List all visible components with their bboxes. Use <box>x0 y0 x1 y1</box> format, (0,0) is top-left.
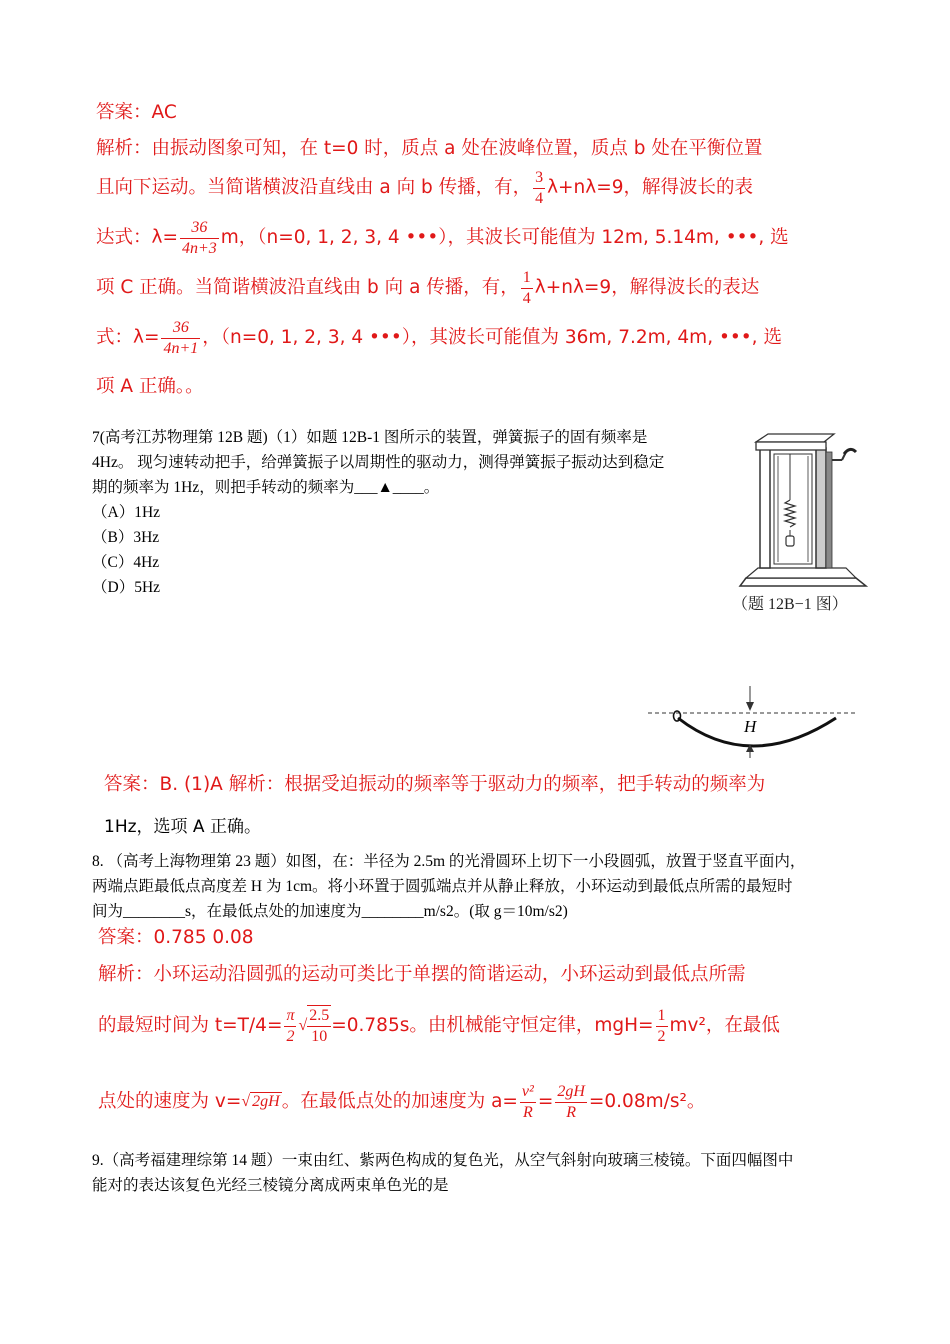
q6-answer: 答案：AC <box>96 102 177 123</box>
q7-option-a: （A）1Hz <box>92 504 161 521</box>
answer-blank-2: ________ <box>361 903 424 920</box>
answer-blank-1: ________ <box>123 903 186 920</box>
q8-stem-line3: 间为________s，在最低点处的加速度为________m/s2。(取 g＝10m/s2) <box>92 903 568 920</box>
q8-stem-line1: 8. （高考上海物理第 23 题）如图，在：半径为 2.5m 的光滑圆环上切下一小段圆弧，放置于竖直平面内， <box>92 853 806 870</box>
q6-analysis-line1: 解析：由振动图象可知，在 t=0 时，质点 a 处在波峰位置，质点 b 处在平衡位置 <box>96 138 763 159</box>
fraction-1-2: $\frac{1}{2}$ <box>657 1006 666 1045</box>
fraction-2gH-R: $\frac{2gH}{R}$ <box>557 1082 585 1121</box>
fraction-36-4n3: $\frac{36}{4n+3}$ <box>181 218 217 257</box>
sqrt-2gH: √ 2gH <box>241 1093 280 1110</box>
q6-analysis-line5: 式：λ= $\frac{36}{4n+1}$ ，（n=0, 1, 2, 3, 4 •••），其波长可能值为 36m, 7.2m, 4m, •••, 选 <box>96 318 782 357</box>
q8-answer: 答案：0.785 0.08 <box>98 927 254 948</box>
q7-stem-line1: 7(高考江苏物理第 12B 题)（1）如题 12B-1 图所示的装置，弹簧振子的固有频率是 <box>92 429 648 446</box>
figure-caption: （题 12B−1 图） <box>732 596 848 613</box>
q8-analysis-line3: 点处的速度为 v=√ 2gH 。在最低点处的加速度为 a= $\frac{\text{v²}}{R}$ = $\frac{2gH}{R}$ =0.08m/s²。 <box>98 1078 705 1126</box>
answer-blank: ___▲____ <box>354 479 424 496</box>
q7-answer-line2: 1Hz，选项 A 正确。 <box>104 817 261 837</box>
fraction-3-4: $\frac{3}{4}$ <box>535 168 544 207</box>
q7-option-c: （C）4Hz <box>92 554 160 571</box>
fraction-1-4: $\frac{1}{4}$ <box>522 268 531 307</box>
q7-answer-line1: 答案：B. (1)A 解析：根据受迫振动的频率等于驱动力的频率，把手转动的频率为 <box>104 774 766 795</box>
q7-stem-line2: 4Hz。 现匀速转动把手，给弹簧振子以周期性的驱动力，测得弹簧振子振动达到稳定 <box>92 454 665 471</box>
q8-analysis-line1: 解析：小环运动沿圆弧的运动可类比于单摆的简谐运动，小环运动到最低点所需 <box>98 964 746 985</box>
q9-stem-line2: 能对的表达该复色光经三棱镜分离成两束单色光的是 <box>92 1177 449 1194</box>
fraction-pi-2: $\frac{\pi}{2}$ <box>286 1006 295 1045</box>
spring-oscillator-apparatus-figure <box>738 430 868 590</box>
arc-height-label: H <box>744 717 757 736</box>
fraction-36-4n1: $\frac{36}{4n+1}$ <box>163 318 199 357</box>
sqrt-2.5-over-10: √ $\frac{2.5}{10}$ <box>298 1007 330 1046</box>
q8-stem-line2: 两端点距最低点高度差 H 为 1cm。将小环置于圆弧端点并从静止释放，小环运动到最低点所需的最短时 <box>92 878 793 895</box>
q7-stem-line3: 期的频率为 1Hz，则把手转动的频率为___▲____。 <box>92 479 440 496</box>
q6-analysis-line4: 项 C 正确。当简谐横波沿直线由 b 向 a 传播，有， $\frac{1}{4}$ λ+nλ=9，解得波长的表达 <box>96 268 760 307</box>
q7-option-d: （D）5Hz <box>92 579 161 596</box>
q6-analysis-line6: 项 A 正确。。 <box>96 376 204 397</box>
q7-option-b: （B）3Hz <box>92 529 160 546</box>
q8-analysis-line2: 的最短时间为 t=T/4= $\frac{\pi}{2}$ √ $\frac{2.5}{10}$ =0.785s。由机械能守恒定律，mgH= $\frac{1}{2}$ mv²，在最低 <box>98 1000 780 1052</box>
q6-analysis-line3: 达式：λ= $\frac{36}{4n+3}$ m，（n=0, 1, 2, 3, 4 •••），其波长可能值为 12m, 5.14m, •••, 选 <box>96 218 789 257</box>
fraction-v2-R: $\frac{\text{v²}}{R}$ <box>521 1082 534 1121</box>
q6-analysis-line2: 且向下运动。当简谐横波沿直线由 a 向 b 传播，有， $\frac{3}{4}$ λ+nλ=9，解得波长的表 <box>96 168 754 207</box>
q9-stem-line1: 9.（高考福建理综第 14 题）一束由红、紫两色构成的复色光，从空气斜射向玻璃三棱镜。下面四幅图中 <box>92 1152 794 1169</box>
